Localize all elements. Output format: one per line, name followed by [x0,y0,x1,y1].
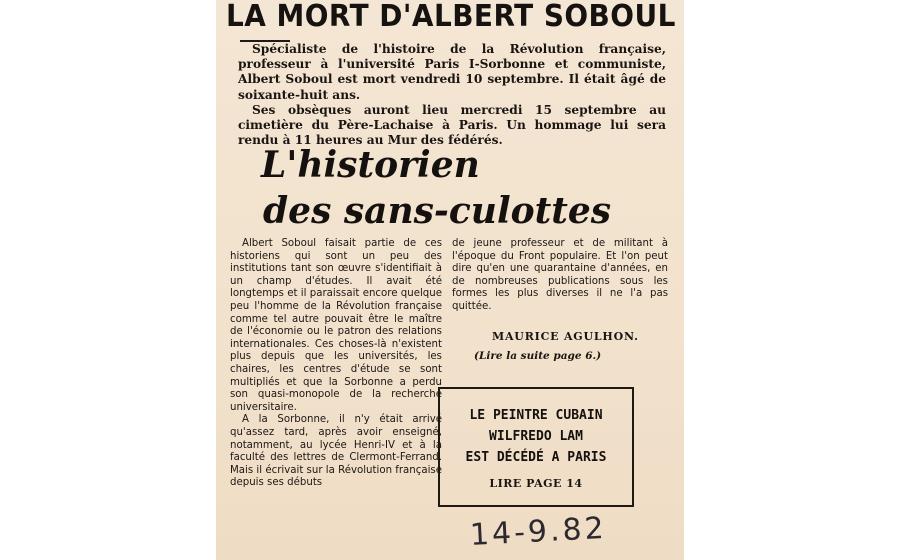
article-title-line-2: des sans-culottes [263,190,612,232]
obituary-box [438,387,634,507]
lead-text-1: Spécialiste de l'histoire de la Révolution française, professeur à l'université Paris I-Sorbonne et communiste, Albert Soboul est mort vendredi 10 septembre. Il était âgé de soixante-huit ans. [238,42,666,102]
newspaper-clipping [216,0,684,560]
article-paragraph-2: A la Sorbonne, il n'y était arrivé qu'assez tard, après avoir enseigné, notamment, au lycée Henri-IV et à la faculté des lettres de Clermont-Ferrand. Mais il écrivait sur la Révolution française depuis ses débuts [230,414,442,489]
article-column-right [452,238,668,314]
article-column-left [230,238,442,490]
lead-text-2: Ses obsèques auront lieu mercredi 15 septembre au cimetière du Père-Lachaise à Paris. Un hommage lui sera rendu à 11 heures au Mur des fédérés. [238,102,666,148]
article-paragraph-1: Albert Soboul faisait partie de ces historiens qui sont un peu des institutions tant son œuvre s'identifiait à un champ d'études. Il avait été longtemps et il paraissait encore quelque peu l'homme de la Révolution française comme tel autre pouvait être le maître de l'économie ou le patron des relations internationales. Ces choses-là n'existent plus depuis que les universités, les chaires, les centres d'étude se sont multipliés et que la Sorbonne a perdu son quasi-monopole de la recherche universitaire. [230,238,442,413]
box-line-3: EST DÉCÉDÉ A PARIS [465,450,607,465]
article-title [261,142,661,234]
headline: LA MORT D'ALBERT SOBOUL [226,0,676,34]
box-page-ref: LIRE PAGE 14 [489,477,583,490]
author-signature: MAURICE AGULHON. [492,330,639,343]
handwritten-date: 14-9.82 [469,510,608,553]
lead-paragraph [238,42,666,148]
box-headline [440,405,632,468]
continued-note: (Lire la suite page 6.) [474,350,602,362]
article-paragraph-3: de jeune professeur et de militant à l'époque du Front populaire. Et l'on peut dire qu'en une quarantaine d'années, en de nombreuses publications sous les formes les plus diverses il ne l'a pas quittée. [452,238,668,312]
box-line-1: LE PEINTRE CUBAIN [469,408,603,423]
box-line-2: WILFREDO LAM [489,429,583,444]
article-title-line-1: L'historien [261,144,480,186]
